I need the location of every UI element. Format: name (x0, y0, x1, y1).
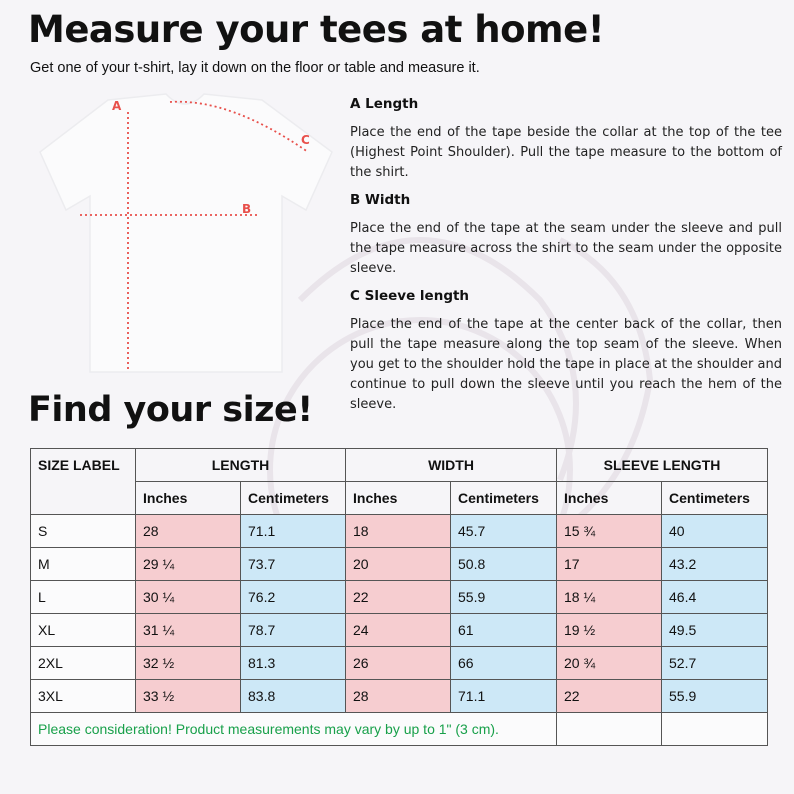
width-cm-header: Centimeters (451, 482, 557, 515)
size-cell: L (31, 581, 136, 614)
label-b: B (242, 202, 252, 216)
sleeve-cm-header: Centimeters (662, 482, 768, 515)
length-inches-cell: 33 ½ (136, 680, 241, 713)
length-inches-cell: 28 (136, 515, 241, 548)
length-inches-cell: 30 ¼ (136, 581, 241, 614)
instruction-b-text: Place the end of the tape at the seam under the sleeve and pull the tape measure across the shirt to the seam under the opposite sleeve. (350, 221, 782, 276)
tshirt-shape (40, 94, 332, 372)
width-inches-cell: 24 (346, 614, 451, 647)
sleeve-cm-cell: 49.5 (662, 614, 768, 647)
size-chart-table (30, 448, 768, 746)
sleeve-cm-cell: 52.7 (662, 647, 768, 680)
sleeve-inches-cell: 22 (557, 680, 662, 713)
size-cell: S (31, 515, 136, 548)
length-cm-header: Centimeters (241, 482, 346, 515)
table-row (31, 614, 768, 647)
width-inches-cell: 20 (346, 548, 451, 581)
length-cm-cell: 71.1 (241, 515, 346, 548)
sleeve-cm-cell: 40 (662, 515, 768, 548)
measurement-note: Please consideration! Product measurements may vary by up to 1" (3 cm). (31, 713, 557, 746)
width-cm-cell: 61 (451, 614, 557, 647)
sleeve-inches-cell: 15 ¾ (557, 515, 662, 548)
sleeve-cm-cell: 55.9 (662, 680, 768, 713)
width-inches-cell: 18 (346, 515, 451, 548)
page-subtitle: Get one of your t-shirt, lay it down on the floor or table and measure it. (30, 60, 480, 76)
size-cell: 3XL (31, 680, 136, 713)
note-empty-cell (662, 713, 768, 746)
length-header: LENGTH (136, 449, 346, 482)
length-inches-cell: 29 ¼ (136, 548, 241, 581)
length-inches-cell: 32 ½ (136, 647, 241, 680)
instruction-c-text: Place the end of the tape at the center back of the collar, then pull the tape measure along the top seam of the sleeve. When you get to the shoulder hold the tape in place at the shoulder and continue to pull down the sleeve until you reach the hem of the sleeve. (350, 317, 782, 412)
table-row (31, 581, 768, 614)
length-inches-cell: 31 ¼ (136, 614, 241, 647)
note-empty-cell (557, 713, 662, 746)
tshirt-diagram (20, 92, 340, 382)
length-cm-cell: 83.8 (241, 680, 346, 713)
instruction-b-heading: B Width (350, 192, 411, 208)
measure-instructions (350, 94, 782, 422)
label-c: C (301, 133, 310, 147)
width-cm-cell: 55.9 (451, 581, 557, 614)
sleeve-cm-cell: 46.4 (662, 581, 768, 614)
sleeve-inches-cell: 20 ¾ (557, 647, 662, 680)
sleeve-header: SLEEVE LENGTH (557, 449, 768, 482)
note-row (31, 713, 768, 746)
width-cm-cell: 66 (451, 647, 557, 680)
label-a: A (112, 99, 122, 113)
width-inches-cell: 26 (346, 647, 451, 680)
sleeve-inches-cell: 17 (557, 548, 662, 581)
table-row (31, 680, 768, 713)
width-inches-cell: 28 (346, 680, 451, 713)
size-section-title: Find your size! (28, 390, 313, 430)
length-cm-cell: 76.2 (241, 581, 346, 614)
size-cell: M (31, 548, 136, 581)
width-inches-cell: 22 (346, 581, 451, 614)
length-cm-cell: 78.7 (241, 614, 346, 647)
width-cm-cell: 71.1 (451, 680, 557, 713)
width-inches-header: Inches (346, 482, 451, 515)
page-title: Measure your tees at home! (28, 8, 605, 51)
width-cm-cell: 45.7 (451, 515, 557, 548)
size-label-header: SIZE LABEL (31, 449, 136, 515)
sleeve-inches-cell: 19 ½ (557, 614, 662, 647)
sleeve-inches-header: Inches (557, 482, 662, 515)
width-cm-cell: 50.8 (451, 548, 557, 581)
table-row (31, 548, 768, 581)
length-cm-cell: 73.7 (241, 548, 346, 581)
length-cm-cell: 81.3 (241, 647, 346, 680)
size-cell: XL (31, 614, 136, 647)
sleeve-inches-cell: 18 ¼ (557, 581, 662, 614)
sleeve-cm-cell: 43.2 (662, 548, 768, 581)
instruction-c-heading: C Sleeve length (350, 288, 470, 304)
instruction-a-text: Place the end of the tape beside the collar at the top of the tee (Highest Point Shoulder). Pull the tape measure to the bottom of the shirt. (350, 125, 782, 180)
length-inches-header: Inches (136, 482, 241, 515)
size-cell: 2XL (31, 647, 136, 680)
instruction-a-heading: A Length (350, 96, 419, 112)
table-row (31, 647, 768, 680)
width-header: WIDTH (346, 449, 557, 482)
table-row (31, 515, 768, 548)
